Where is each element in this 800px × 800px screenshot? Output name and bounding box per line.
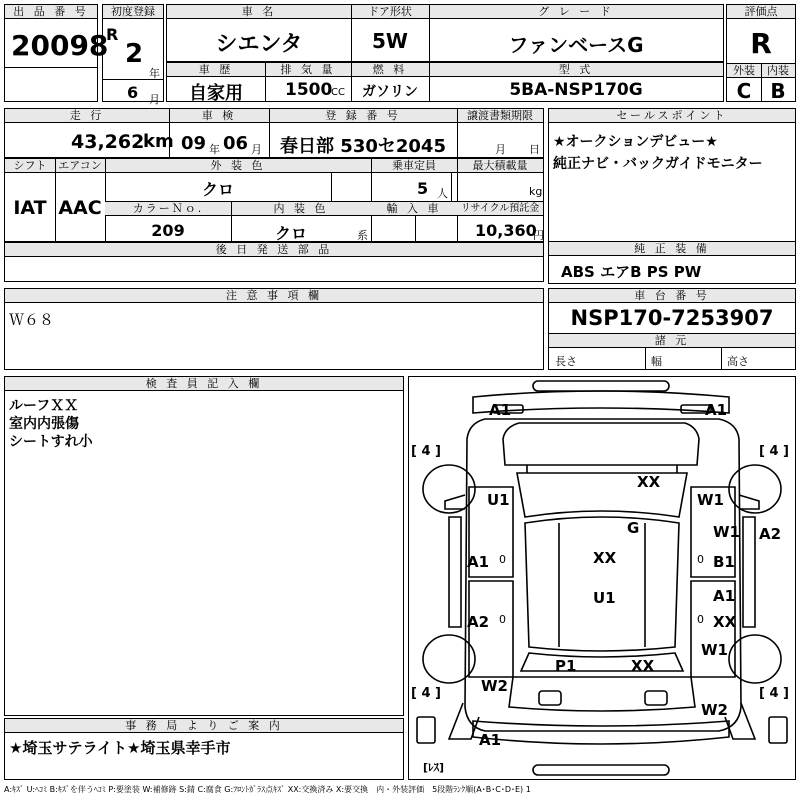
model-code-header: 型 式 (429, 63, 723, 77)
insp-month-unit: 月 (251, 143, 262, 156)
damage-mark: W2 (701, 701, 728, 719)
inspector-note-2: 室内内張傷 (9, 416, 79, 432)
lot-number-header: 出 品 番 号 (5, 5, 97, 19)
damage-mark: U1 (487, 491, 510, 509)
door-type: 5W (372, 29, 408, 53)
legend-text: A:ｷｽﾞ U:ﾍｺﾐ B:ｷｽﾞを伴うﾍｺﾐ P:要塗装 W:補修跡 S:錆 C:腐食 G:ﾌﾛﾝﾄｶﾞﾗｽ点ｷｽﾞ XX:交換済み X:要交換 内・外装評価 5段階ﾗﾝｸ順(A･B･C･D･E) 1 (4, 785, 531, 794)
score-box (726, 4, 796, 102)
sales-point-box (548, 108, 796, 284)
car-name: シエンタ (215, 32, 303, 57)
sales-point-line-2: 純正ナビ・バックガイドモニター (553, 156, 763, 172)
chassis-box (548, 288, 796, 370)
aircon-header: エアコン (55, 159, 105, 173)
kei-unit: 系 (357, 229, 368, 242)
damage-mark: P1 (555, 657, 577, 675)
genuine-header: 純 正 装 備 (549, 242, 795, 256)
reg-number: 春日部 530セ2045 (280, 136, 446, 157)
yen-unit: 円 (533, 229, 544, 242)
damage-mark: A2 (467, 613, 490, 631)
year-unit: 年 (149, 67, 160, 80)
office-text: ★埼玉サテライト★埼玉県幸手市 (9, 739, 231, 757)
reg-number-header: 登 録 番 号 (269, 109, 457, 123)
displacement-header: 排 気 量 (265, 63, 351, 77)
tire-tread-mark: [ 4 ] (411, 686, 441, 701)
sales-point-line-1: ★オークションデビュー★ (553, 134, 718, 150)
office-header: 事 務 局 よ り ご 案 内 (5, 719, 403, 733)
damage-mark: W1 (701, 641, 728, 659)
transfer-month: 月 (495, 143, 506, 156)
shift-header: シフト (5, 159, 55, 173)
interior-header: 内装 (761, 64, 795, 78)
inspection-month: 06 (223, 133, 249, 154)
history: 自家用 (189, 83, 243, 104)
cc-unit: CC (331, 87, 345, 98)
interior-grade: B (770, 79, 786, 103)
capacity: 5 (417, 179, 429, 198)
inspector-note-3: シートすれ小 (9, 434, 93, 450)
insp-year-unit: 年 (209, 143, 220, 156)
first-registration-header: 初度登録 (103, 5, 163, 19)
month-unit: 月 (149, 93, 160, 106)
recycle-fee: 10,360 (475, 221, 537, 240)
chassis-header: 車 台 番 号 (549, 289, 795, 303)
inspector-box (4, 376, 404, 716)
inspection-header: 車 検 (169, 109, 269, 123)
color-no: 209 (151, 221, 185, 240)
dimensions-header: 諸 元 (549, 334, 795, 348)
damage-mark: W2 (481, 677, 508, 695)
notes-text: Ｗ６８ (9, 311, 55, 329)
notes-box (4, 288, 544, 370)
score: R (750, 27, 772, 60)
grade-header: グ レ ー ド (429, 5, 723, 19)
zero-mark: 0 (499, 613, 506, 626)
damage-mark: XX (637, 473, 661, 491)
damage-mark: A1 (489, 401, 512, 419)
damage-mark: A2 (759, 525, 782, 543)
genuine-equipment: ABS エアB PS PW (561, 263, 702, 281)
score-header: 評価点 (727, 5, 795, 19)
lot-number: 20098 (11, 29, 109, 62)
damage-mark: B1 (713, 553, 735, 571)
length-label: 長さ (555, 355, 577, 368)
tire-tread-mark: [ 4 ] (759, 686, 789, 701)
inspector-note-1: ルーフＸＸ (9, 398, 79, 414)
damage-mark: G (627, 519, 640, 537)
mileage: 43,262 (71, 131, 145, 153)
spec-box (166, 62, 724, 102)
model-code: 5BA-NSP170G (509, 80, 643, 100)
car-name-header: 車 名 (167, 5, 351, 19)
damage-mark: A1 (705, 401, 728, 419)
exterior-grade: C (736, 79, 752, 103)
fuel: ガソリン (362, 84, 418, 100)
mileage-header: 走 行 (5, 109, 169, 123)
history-header: 車 歴 (167, 63, 265, 77)
import-header: 輸 入 車 (371, 202, 457, 216)
door-type-header: ドア形状 (351, 5, 429, 19)
height-label: 高さ (727, 355, 749, 368)
fuel-header: 燃 料 (351, 63, 429, 77)
later-parts-header: 後 日 発 送 部 品 (5, 243, 543, 257)
max-load-header: 最大積載量 (457, 159, 543, 173)
zero-mark: 0 (697, 553, 704, 566)
damage-mark: XX (713, 613, 737, 631)
sales-point-header: セールスポイント (549, 109, 795, 123)
grade: ファンベースG (508, 33, 644, 57)
damage-mark: W1 (697, 491, 724, 509)
interior-color: クロ (274, 224, 307, 243)
int-color-header: 内 装 色 (231, 202, 371, 216)
displacement: 1500 (285, 80, 333, 100)
damage-mark: XX (593, 549, 617, 567)
ext-color-header: 外 装 色 (105, 159, 371, 173)
lot-number-box (4, 4, 109, 102)
person-unit: 人 (437, 187, 448, 200)
rest-mark: [ﾚｽ] (423, 761, 445, 774)
capacity-header: 乗車定員 (371, 159, 457, 173)
registration-box (4, 108, 544, 158)
shift: IAT (13, 197, 47, 219)
km-unit: km (143, 131, 174, 152)
color-no-header: カラーＮｏ. (105, 202, 231, 216)
damage-mark: A1 (479, 731, 502, 749)
zero-mark: 0 (499, 553, 506, 566)
exterior-header: 外装 (727, 64, 761, 78)
damage-mark: A1 (467, 553, 490, 571)
exterior-color: クロ (201, 180, 234, 199)
tire-tread-mark: [ 4 ] (411, 444, 441, 459)
notes-header: 注 意 事 項 欄 (5, 289, 543, 303)
first-reg-year: 2 (125, 39, 144, 69)
damage-mark: XX (631, 657, 655, 675)
aircon: AAC (58, 197, 102, 219)
car-diagram-box (408, 376, 796, 780)
chassis-number: NSP170-7253907 (570, 306, 774, 330)
inspector-header: 検 査 員 記 入 欄 (5, 377, 403, 391)
recycle-header: リサイクル預託金 (457, 202, 543, 216)
car-info-box (166, 4, 724, 62)
damage-mark: U1 (593, 589, 616, 607)
transfer-docs-header: 譲渡書類期限 (457, 109, 543, 123)
width-label: 幅 (651, 355, 662, 368)
first-registration-box (102, 4, 164, 106)
damage-mark: A1 (713, 587, 736, 605)
inspection-year: 09 (181, 133, 207, 154)
tire-tread-mark: [ 4 ] (759, 444, 789, 459)
zero-mark: 0 (697, 613, 704, 626)
transfer-day: 日 (529, 143, 540, 156)
first-reg-month: 6 (127, 83, 139, 102)
later-parts-box (4, 242, 544, 282)
office-box (4, 718, 404, 780)
car-outline-diagram (409, 377, 795, 779)
reiwa-mark: R (106, 25, 119, 44)
shift-box (4, 158, 544, 242)
kg-unit: kg (529, 185, 543, 198)
damage-mark: W1 (713, 523, 740, 541)
